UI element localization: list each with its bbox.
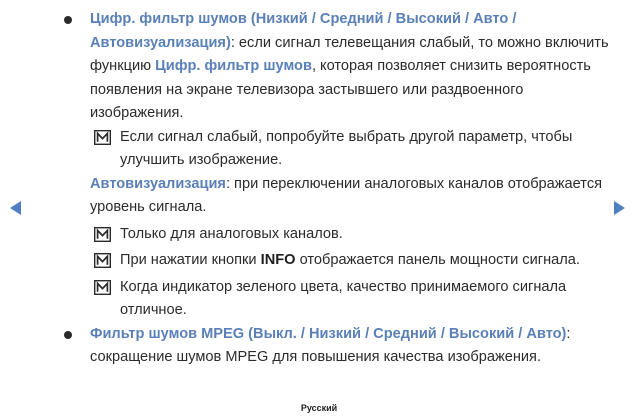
note-icon [94, 253, 111, 268]
item-title: Цифр. фильтр шумов (Низкий / Средний / Высокий / Авто / Автовизуализация) [90, 11, 517, 51]
note-icon [94, 227, 111, 242]
item-title: Фильтр шумов MPEG (Выкл. / Низкий / Средний / Высокий / Авто) [90, 325, 567, 342]
info-key-label: INFO [260, 252, 296, 268]
sub-paragraph-auto-visualization [90, 173, 610, 220]
note-text: Когда индикатор зеленого цвета, качество принимаемого сигнала отличное. [120, 278, 567, 318]
note-text-suffix: отображается панель мощности сигнала. [295, 252, 580, 268]
item-paragraph [90, 8, 610, 126]
list-item-mpeg-noise-filter [62, 323, 610, 370]
manual-content [62, 8, 610, 370]
note-icon [94, 130, 111, 145]
note-weak-signal [90, 126, 610, 173]
sub-text: : при переключении аналоговых каналов отображается уровень сигнала. [90, 175, 603, 215]
item-text: : сокращение шумов MPEG для повышения качества изображения. [90, 325, 571, 365]
note-text: Если сигнал слабый, попробуйте выбрать другой параметр, чтобы улучшить изображение. [120, 128, 573, 168]
list-item-digital-noise-filter [62, 8, 610, 323]
note-green-indicator [90, 276, 610, 323]
note-analog-only [90, 223, 610, 247]
bullet-icon [64, 331, 72, 339]
previous-page-arrow-icon[interactable] [10, 201, 21, 215]
item-text-part-2: , которая позволяет снизить вероятность появления на экране телевизора застывшего или раздвоенного изображения. [90, 58, 591, 121]
note-info-button [90, 249, 610, 273]
footer-language: Русский [300, 403, 338, 413]
item-text-part-1: : если сигнал телевещания слабый, то можно включить функцию [90, 34, 609, 74]
sub-title: Автовизуализация [90, 175, 226, 192]
bullet-icon [64, 16, 72, 24]
item-highlight: Цифр. фильтр шумов [155, 58, 312, 74]
note-text: Только для аналоговых каналов. [120, 225, 343, 242]
note-text-prefix: При нажатии кнопки [120, 252, 261, 268]
note-icon [94, 280, 111, 295]
next-page-arrow-icon[interactable] [614, 201, 625, 215]
item-paragraph [90, 323, 610, 370]
